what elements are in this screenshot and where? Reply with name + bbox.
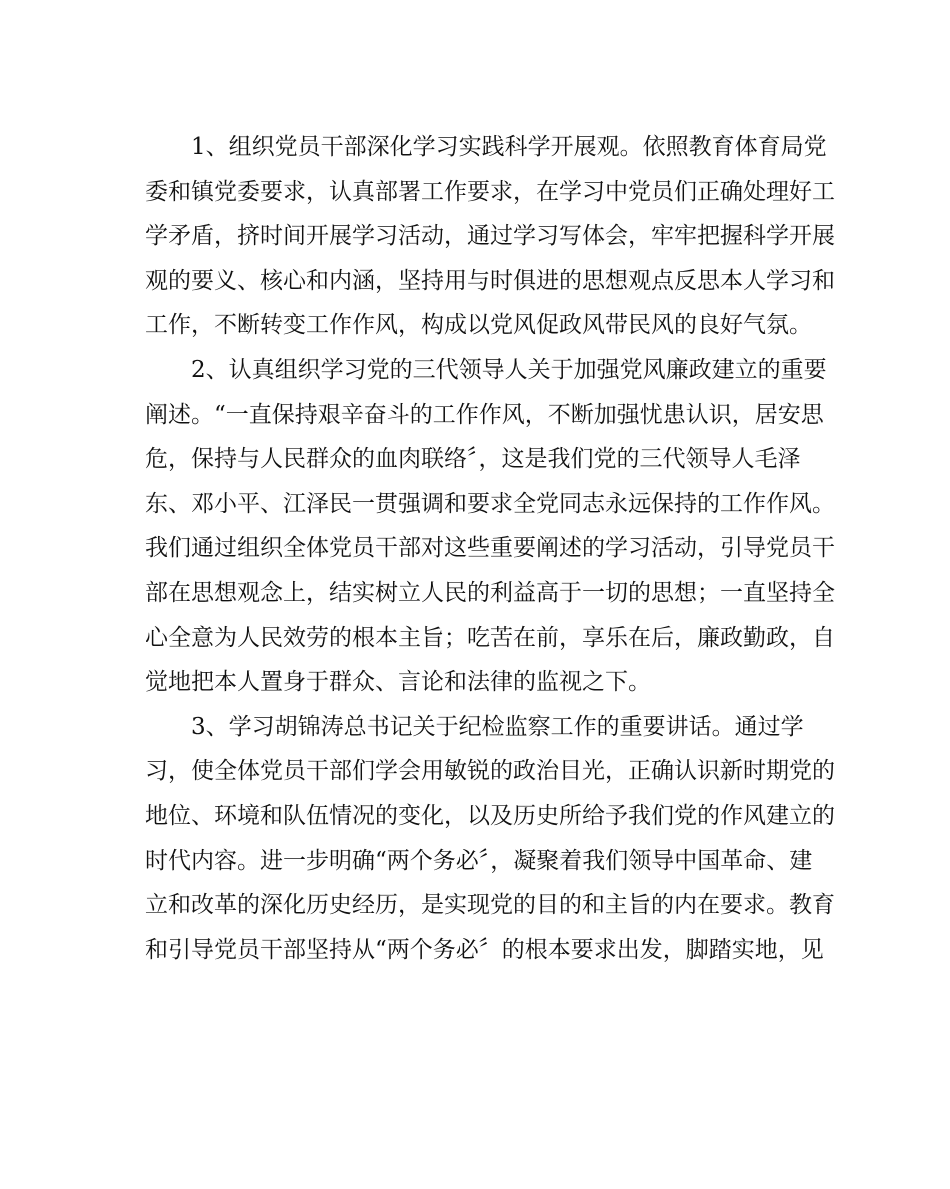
- text-line: 危，保持与人民群众的血肉联络〞，这是我们党的三代领导人毛泽: [145, 446, 801, 473]
- text-line: 立和改革的深化历史经历，是实现党的目的和主旨的内在要求。教育: [145, 892, 835, 919]
- text-line: 我们通过组织全体党员干部对这些重要阐述的学习活动，引导党员干: [145, 535, 835, 562]
- text-line: 地位、环境和队伍情况的变化，以及历史所给予我们党的作风建立的: [145, 802, 835, 829]
- text-line: 阐述。“一直保持艰辛奋斗的工作作风，不断加强忧患认识，居安思: [145, 401, 824, 428]
- text-line: 觉地把本人置身于群众、言论和法律的监视之下。: [145, 669, 651, 696]
- text-line: 委和镇党委要求，认真部署工作要求，在学习中党员们正确处理好工: [145, 178, 835, 205]
- text-line: 3、学习胡锦涛总书记关于纪检监察工作的重要讲话。通过学: [191, 713, 804, 740]
- text-line: 东、邓小平、江泽民一贯强调和要求全党同志永远保持的工作作风。: [145, 490, 835, 517]
- text-line: 工作，不断转变工作作风，构成以党风促政风带民风的良好气氛。: [145, 312, 812, 339]
- text-line: 1、组织党员干部深化学习实践科学开展观。依照教育体育局党: [191, 134, 827, 160]
- text-line: 时代内容。进一步明确“两个务必〞，凝聚着我们领导中国革命、建: [145, 847, 813, 874]
- text-line: 和引导党员干部坚持从“两个务必〞的根本要求出发，脚踏实地，见: [145, 936, 824, 963]
- document-body: [145, 125, 835, 972]
- text-line: 学矛盾，挤时间开展学习活动，通过学习写体会，牢牢把握科学开展: [145, 223, 835, 250]
- text-line: 部在思想观念上，结实树立人民的利益高于一切的思想；一直坚持全: [145, 579, 835, 606]
- paragraph-1: [145, 125, 835, 348]
- text-line: 观的要义、核心和内涵，坚持用与时俱进的思想观点反思本人学习和: [145, 267, 835, 294]
- text-line: 心全意为人民效劳的根本主旨；吃苦在前，享乐在后，廉政勤政，自: [145, 624, 835, 651]
- text-line: 习，使全体党员干部们学会用敏锐的政治目光，正确认识新时期党的: [145, 758, 835, 785]
- text-line: 2、认真组织学习党的三代领导人关于加强党风廉政建立的重要: [191, 356, 827, 383]
- paragraph-3: [145, 705, 835, 973]
- paragraph-2: [145, 348, 835, 705]
